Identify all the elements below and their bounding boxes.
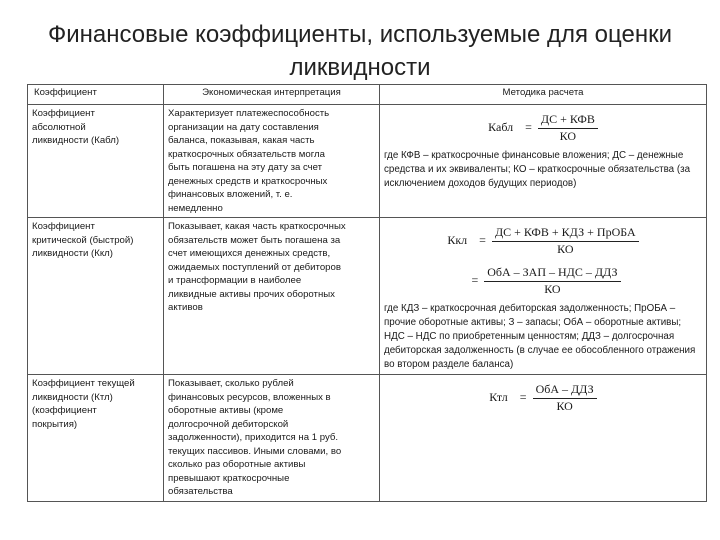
equals-sign: = [525,120,532,135]
coefficient-cell: Коэффициент абсолютной ликвидности (Кабл) [28,105,164,218]
equals-sign: = [479,233,486,248]
interpretation-cell: Показывает, какая часть краткосрочных обязательств может быть погашена за счет имеющихся денежных средств, ожидаемых поступлений от дебиторов и трансформации в наиболее ликвидные активы прочих оборотных активов [164,218,380,375]
table-row-absolute-liquidity [28,105,707,218]
coefficient-cell: Коэффициент критической (быстрой) ликвидности (Ккл) [28,218,164,375]
formula-lhs: Ккл [447,233,468,248]
formula-lhs: Ктл [489,390,508,405]
numerator: ДС + КФВ + КДЗ + ПрОБА [492,226,639,242]
interpretation-cell: Характеризует платежеспособность организации на дату составления баланса, показывая, какая часть краткосрочных обязательств могла быть погашена на эту дату за счет денежных средств и краткосрочных финансовых вложений, т. е. немедленно [164,105,380,218]
method-cell [380,375,707,502]
fraction [538,113,598,143]
table-row-current-liquidity [28,375,707,502]
numerator: ДС + КФВ [538,113,598,129]
page-title: Финансовые коэффициенты, используемые для оценки ликвидности [47,21,673,81]
denominator: КО [556,398,573,413]
table-row-quick-liquidity [28,218,707,375]
numerator: ОбА – ДДЗ [533,383,597,399]
formula-current-liquidity [384,383,702,413]
numerator: ОбА – ЗАП – НДС – ДДЗ [484,266,620,282]
header-coefficient: Коэффициент [28,85,164,105]
denominator: КО [544,281,561,296]
fraction [492,226,639,256]
formula-explanation: где КДЗ – краткосрочная дебиторская задолженность; ПрОБА – прочие оборотные активы; З – запасы; ОбА – оборотные активы; НДС – НДС по приобретенным ценностям; ДДЗ – долгосрочная дебиторская задолженность (в случае ее обособленного отражения во втором разделе баланса) [384,303,696,370]
denominator: КО [557,241,574,256]
formula-absolute-liquidity [384,113,702,143]
table-header-row [28,85,707,105]
interpretation-cell: Показывает, сколько рублей финансовых ресурсов, вложенных в оборотные активы (кроме долгосрочной дебиторской задолженности), приходится на 1 руб. текущих пассивов. Иными словами, во сколько раз оборотные активы превышают краткосрочные обязательства [164,375,380,502]
fraction [484,266,620,296]
denominator: КО [559,128,577,143]
header-method: Методика расчета [380,85,707,105]
method-cell [380,105,707,218]
formula-lhs: Кабл [488,120,514,135]
method-cell [380,218,707,375]
equals-sign: = [471,273,479,288]
formula-quick-liquidity [384,226,702,256]
formula-quick-liquidity-alt [384,266,702,296]
header-interpretation: Экономическая интерпретация [164,85,380,105]
liquidity-ratios-table [27,84,707,502]
coefficient-cell: Коэффициент текущей ликвидности (Ктл) (коэффициент покрытия) [28,375,164,502]
equals-sign: = [519,390,527,405]
formula-explanation: где КФВ – краткосрочные финансовые вложения; ДС – денежные средства и их эквиваленты; КО – краткосрочные обязательства (за исключением доходов будущих периодов) [384,150,691,189]
fraction [533,383,597,413]
